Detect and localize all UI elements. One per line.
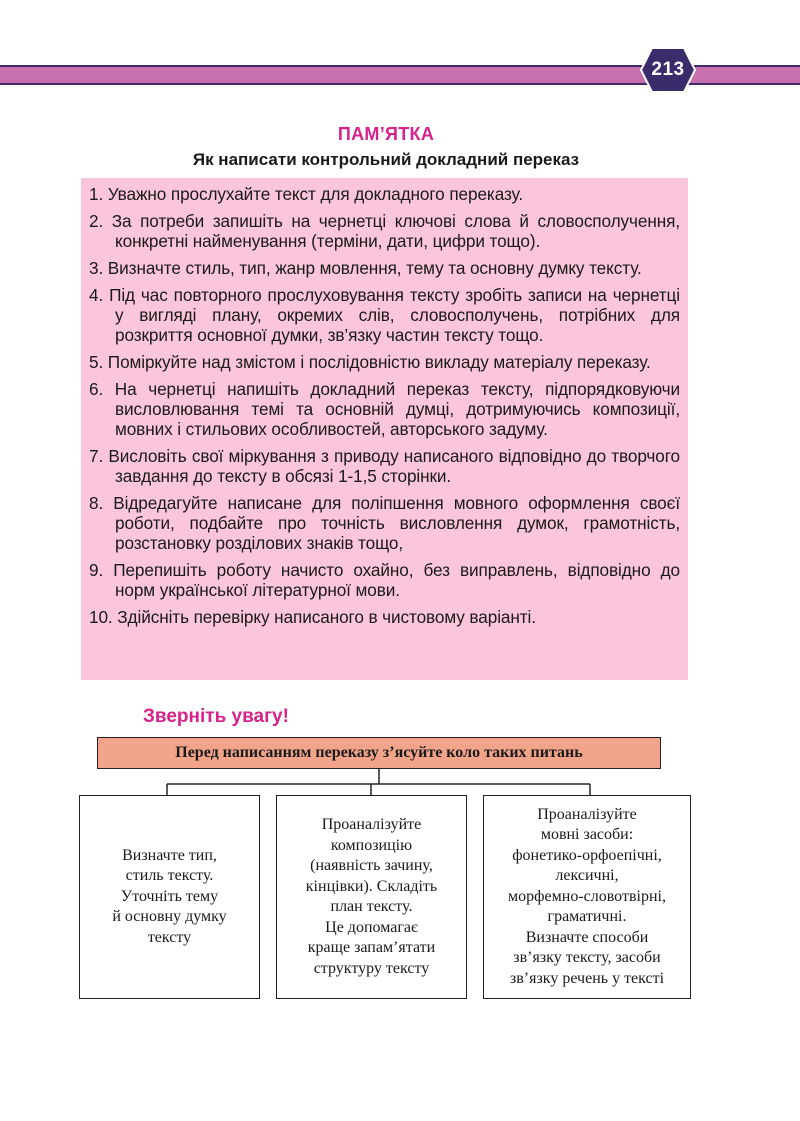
memo-title: ПАМ’ЯТКА [337,124,435,144]
diagram-header: Перед написанням переказу з’ясуйте коло таких питань [97,737,661,769]
memo-item: 7. Висловіть свої міркування з приводу написаного відповідно до творчого завдання до тексту в обсязі 1-1,5 сторінки. [89,446,680,486]
memo-item: 6. На чернетці напишіть докладний переказ тексту, підпорядковуючи висловлювання темі та основній думці, дотримуючись композиції, мовних і стильових особливостей, авторського задуму. [89,379,680,439]
memo-item: 3. Визначте стиль, тип, жанр мовлення, тему та основну думку тексту. [89,258,642,278]
memo-item: 4. Під час повторного прослуховування тексту зробіть записи на чернетці у вигляді плану, окремих слів, словосполучень, потрібних для розкриття основної думки, зв’язку частин тексту тощо. [89,285,680,345]
diagram-box-text: Проаналізуйте композицію (наявність зачину, кінцівки). Складіть план тексту. Це допомагає краще запам’ятати структуру тексту [305,816,438,977]
diagram-box-composition [276,795,467,999]
memo-subtitle: Як написати контрольний докладний переказ [192,150,580,169]
memo-item: 9. Перепишіть роботу начисто охайно, без виправлень, відповідно до норм української літературної мови. [89,560,680,600]
diagram-box-type-style [79,795,260,999]
memo-item: 8. Відредагуйте написане для поліпшення мовного оформлення своєї роботи, подбайте про точність висловлення думок, грамотність, розстановку розділових знаків тощо, [89,493,680,553]
diagram-box-text: Проаналізуйте мовні засоби: фонетико-орфоепічні, лексичні, морфемно-словотвірні, граматичні. Визначте способи зв’язку тексту, засоби зв’язку речень у тексті [508,805,666,987]
memo-item: 10. Здійсніть перевірку написаного в чистовому варіанті. [89,607,536,627]
memo-item: 5. Поміркуйте над змістом і послідовністю викладу матеріалу переказу. [89,352,651,372]
page-number: 213 [651,59,685,80]
notice-heading: Зверніть увагу! [143,706,289,727]
diagram-box-language-means [483,795,691,999]
diagram-box-text: Визначте тип, стиль тексту. Уточніть тему й основну думку тексту [112,846,227,946]
memo-item: 1. Уважно прослухайте текст для докладного переказу. [89,184,524,204]
memo-item: 2. За потреби запишіть на чернетці ключові слова й словосполучення, конкретні найменування (терміни, дати, цифри тощо). [89,211,680,251]
